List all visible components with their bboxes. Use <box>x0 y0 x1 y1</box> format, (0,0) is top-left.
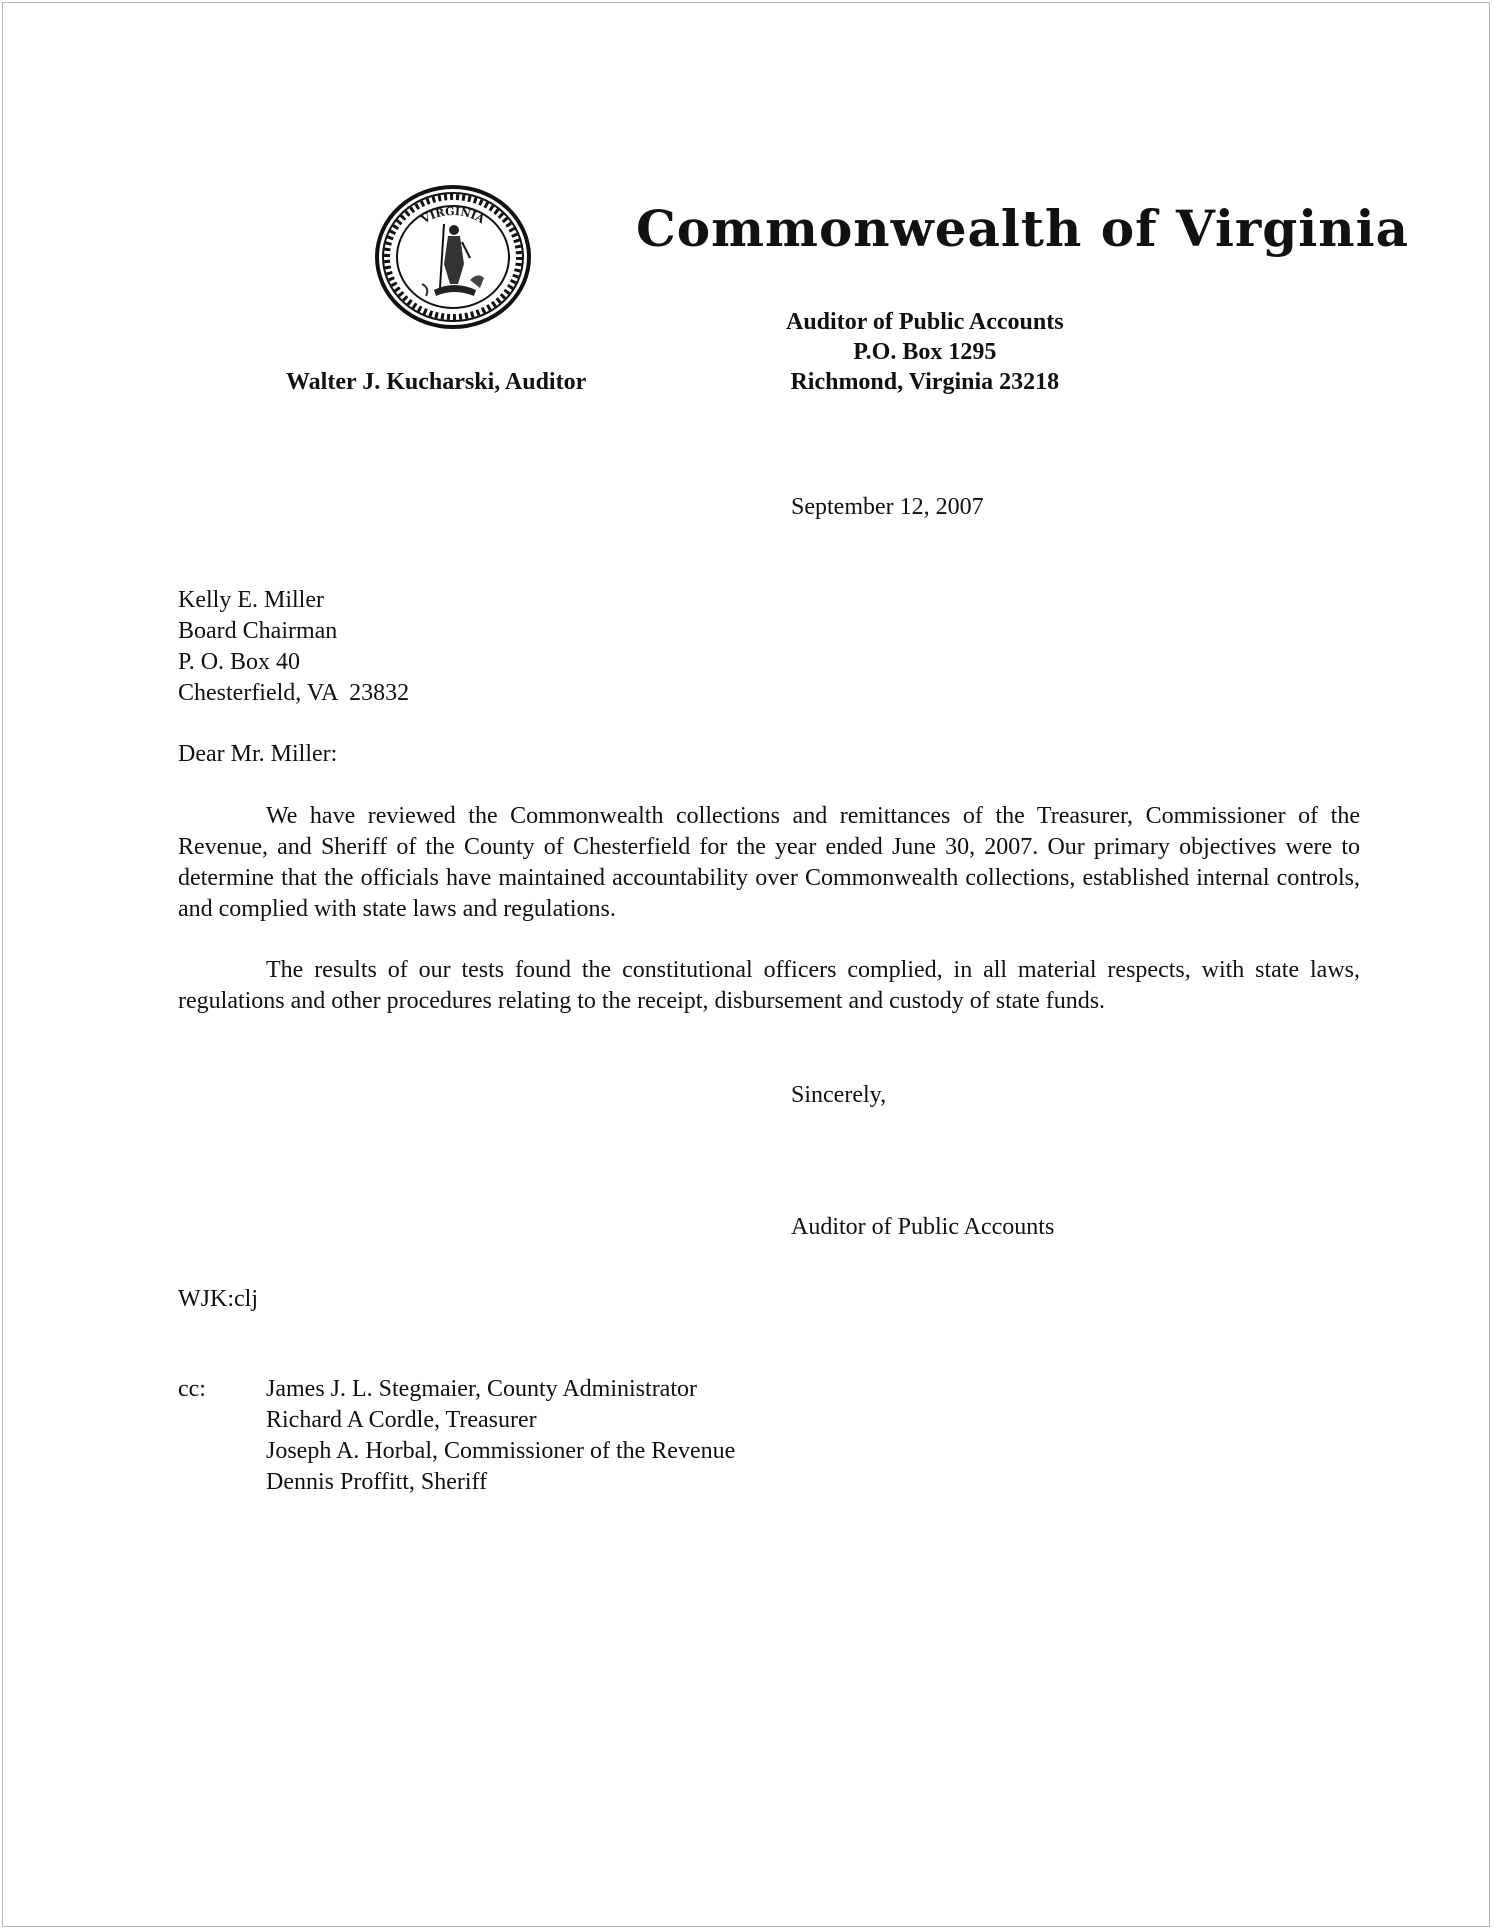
virginia-seal-icon <box>374 184 532 330</box>
letterhead-heading: Commonwealth of Virginia <box>636 199 1409 258</box>
cc-recipient: Dennis Proffitt, Sheriff <box>266 1469 488 1495</box>
cc-recipient: Richard A Cordle, Treasurer <box>266 1407 537 1433</box>
cc-label: cc: <box>178 1376 206 1402</box>
closing: Sincerely, <box>791 1082 887 1108</box>
svg-text:VIRGINIA: VIRGINIA <box>419 204 487 227</box>
auditor-name: Walter J. Kucharski, Auditor <box>286 369 587 395</box>
body-paragraph-2: The results of our tests found the constitutional officers complied, in all material respects, with state laws, regulations and other procedures relating to the receipt, disbursement and custody of state funds. <box>178 957 1360 1014</box>
reference-initials: WJK:clj <box>178 1286 258 1312</box>
cc-recipient: Joseph A. Horbal, Commissioner of the Revenue <box>266 1438 736 1464</box>
office-line: Richmond, Virginia 23218 <box>790 369 1060 395</box>
salutation: Dear Mr. Miller: <box>178 741 338 767</box>
recipient-address <box>178 585 409 709</box>
office-line: P.O. Box 1295 <box>853 339 997 365</box>
office-address <box>786 307 1064 397</box>
recipient-line: Board Chairman <box>178 618 338 644</box>
signature-title: Auditor of Public Accounts <box>791 1214 1055 1240</box>
cc-list <box>266 1374 735 1498</box>
recipient-line: Kelly E. Miller <box>178 587 324 613</box>
recipient-line: P. O. Box 40 <box>178 649 301 675</box>
office-line: Auditor of Public Accounts <box>786 309 1064 335</box>
body-paragraph-1: We have reviewed the Commonwealth collections and remittances of the Treasurer, Commissioner of the Revenue, and Sheriff of the County of Chesterfield for the year ended June 30, 2007. Our primary objectives were to determine that the officials have maintained accountability over Commonwealth collections, established internal controls, and complied with state laws and regulations. <box>178 803 1360 922</box>
cc-recipient: James J. L. Stegmaier, County Administrator <box>266 1376 697 1402</box>
letter-date: September 12, 2007 <box>791 494 984 520</box>
recipient-line: Chesterfield, VA 23832 <box>178 680 410 706</box>
